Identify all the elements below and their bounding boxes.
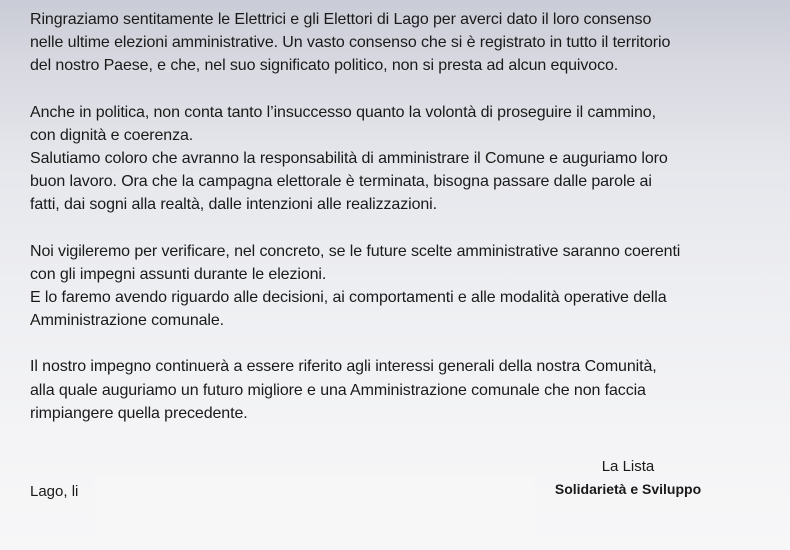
text-line: alla quale auguriamo un futuro migliore e una Amministrazione comunale che non faccia xyxy=(30,381,646,399)
paragraph-vigilance xyxy=(30,240,775,333)
text-line: Anche in politica, non conta tanto l’insuccesso quanto la volontà di proseguire il cammino, xyxy=(30,103,656,121)
text-line: con dignità e coerenza. xyxy=(30,126,194,144)
text-line: Amministrazione comunale. xyxy=(30,312,225,330)
text-line: con gli impegni assunti durante le elezioni. xyxy=(30,265,327,283)
place-date: Lago, li xyxy=(30,483,79,500)
text-line: Ringraziamo sentitamente le Elettrici e gli Elettori di Lago per averci dato il loro consenso xyxy=(30,11,652,28)
signature-name: Solidarietà e Sviluppo xyxy=(554,481,702,497)
paragraph-politics xyxy=(30,101,775,217)
text-line: Salutiamo coloro che avranno la responsabilità di amministrare il Comune e auguriamo loro xyxy=(30,150,668,168)
text-line: nelle ultime elezioni amministrative. Un vasto consenso che si è registrato in tutto il territorio xyxy=(30,34,671,52)
text-line: del nostro Paese, e che, nel suo significato politico, non si presta ad alcun equivoco. xyxy=(30,57,619,75)
text-line: E lo faremo avendo riguardo alle decisioni, ai comportamenti e alle modalità operative della xyxy=(30,289,667,307)
text-line: rimpiangere quella precedente. xyxy=(30,404,248,422)
text-line: fatti, dai sogni alla realtà, dalle intenzioni alle realizzazioni. xyxy=(30,196,437,214)
blank-area xyxy=(95,476,535,550)
paragraph-thanks xyxy=(30,8,775,78)
letter-body xyxy=(30,8,775,425)
signature-block xyxy=(538,458,718,497)
text-line: Noi vigileremo per verificare, nel concreto, se le future scelte amministrative saranno coerenti xyxy=(30,242,681,260)
signature-label: La Lista xyxy=(601,458,655,475)
text-line: buon lavoro. Ora che la campagna elettorale è terminata, bisogna passare dalle parole ai xyxy=(30,173,652,191)
text-line: Il nostro impegno continuerà a essere riferito agli interessi generali della nostra Comunità, xyxy=(30,358,657,376)
paragraph-commitment xyxy=(30,355,775,425)
